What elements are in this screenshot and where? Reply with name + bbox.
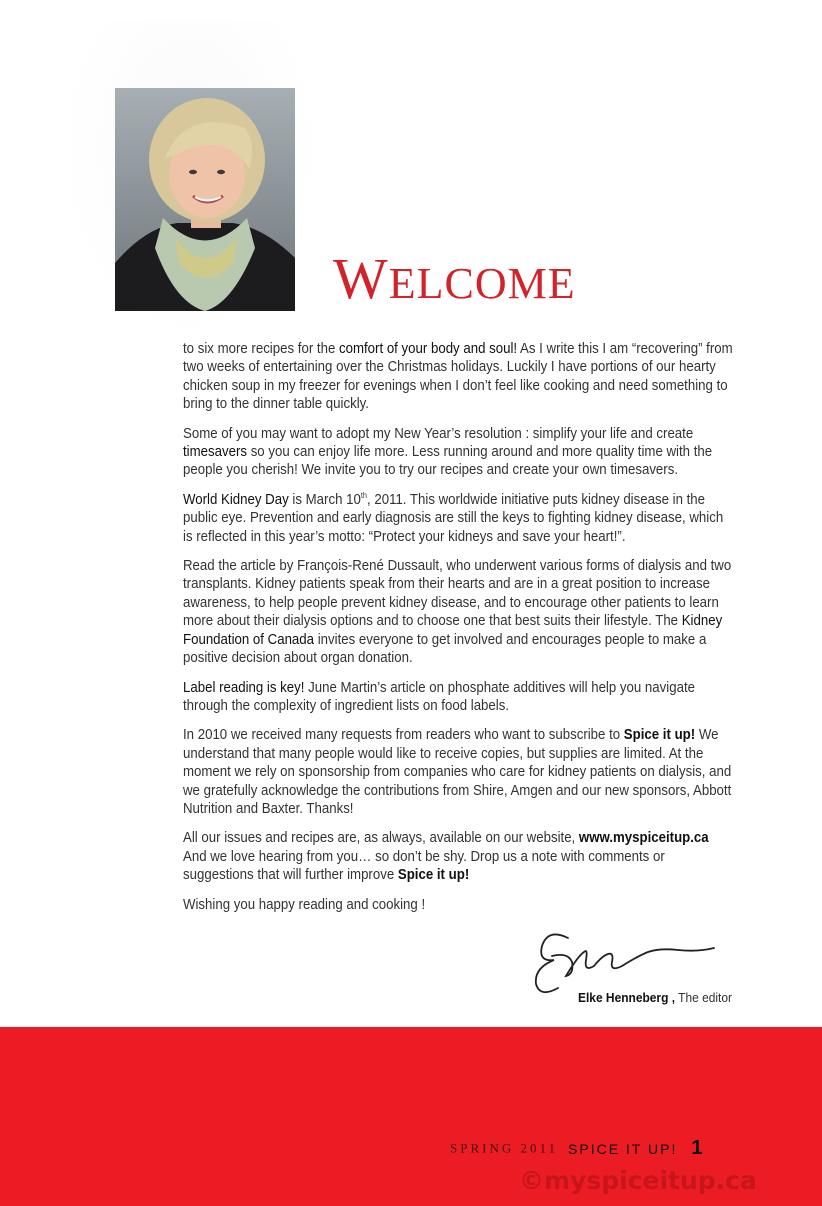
highlight-comfort: comfort of your body and soul! <box>338 341 518 357</box>
handwritten-signature <box>528 926 718 998</box>
highlight-timesavers: timesavers <box>183 444 248 461</box>
text-span: , 2011. This worldwide initiative puts kidney disease in the public eye. Prevention and early diagnosis are still the keys to fighting kidney disease, which is reflected in this year’s motto: “Protect your kidneys and save your heart!”. <box>183 491 724 545</box>
text-span: In 2010 we received many requests from readers who want to subscribe to <box>183 727 624 744</box>
letter-paragraph-1 <box>183 340 735 414</box>
text-span: As I write this I am “recovering” from two weeks of entertaining over the Christmas holidays. Luckily I have portions of our hearty chicken soup in my freezer for evenings when I don’t feel like cooking and need something to bring to the dinner table quickly. <box>183 341 733 413</box>
letter-paragraph-4 <box>183 557 735 667</box>
editor-role: The editor <box>675 990 733 1005</box>
text-span: is March 10 <box>288 491 361 508</box>
page-number: 1 <box>691 1137 703 1159</box>
welcome-title-rest: ELCOME <box>388 259 576 308</box>
letter-paragraph-3 <box>183 491 735 546</box>
text-span: so you can enjoy life more. Less running around and more quality time with the people you cherish! We invite you to try our recipes and create your own timesavers. <box>183 444 713 479</box>
highlight-label-reading: Label reading is key! <box>183 679 305 696</box>
highlight-world-kidney-day: World Kidney Day <box>183 491 289 508</box>
footer-folio <box>450 1137 702 1160</box>
editor-portrait <box>115 88 295 311</box>
text-span: June Martin’s article on phosphate additives will help you navigate through the complexity of ingredient lists on food labels. <box>183 679 695 714</box>
copyright-watermark: ©myspiceitup.ca <box>519 1166 757 1195</box>
website-link[interactable]: www.myspiceitup.ca <box>578 830 709 847</box>
signature-caption <box>578 990 732 1005</box>
signature-drawing <box>528 926 718 998</box>
superscript: th <box>360 491 367 501</box>
editor-name: Elke Henneberg , <box>578 990 676 1005</box>
text-span: Read the article by François-René Dussault, who underwent various forms of dialysis and two transplants. Kidney patients speak from their hearts and are in a great position to increase awareness, to help people prevent kidney disease, and to encourage other patients to learn more about their dialysis options and to choose one that best suits their lifestyle. The <box>183 558 732 630</box>
welcome-title <box>333 246 576 311</box>
welcome-title-initial: W <box>333 246 389 311</box>
text-span: And we love hearing from you… so don’t be shy. Drop us a note with comments or suggestions that will further improve <box>183 848 665 884</box>
highlight-kidney-foundation: Kidney Foundation of Canada <box>183 613 723 648</box>
text-span: Some of you may want to adopt my New Year’s resolution : simplify your life and create <box>183 425 694 442</box>
letter-paragraph-8 <box>183 896 735 914</box>
letter-paragraph-5 <box>183 679 735 716</box>
text-span: All our issues and recipes are, as always, available on our website, <box>183 830 579 847</box>
magazine-title: SPICE IT UP! <box>568 1140 678 1157</box>
letter-paragraph-7 <box>183 829 735 884</box>
text-span: Wishing you happy reading and cooking ! <box>183 896 426 913</box>
letter-paragraph-6 <box>183 726 735 818</box>
magazine-name: Spice it up! <box>397 867 470 884</box>
text-span: invites everyone to get involved and encourages people to make a positive decision about organ donation. <box>183 631 707 667</box>
text-span: We understand that many people would like to receive copies, but supplies are limited. At the moment we rely on sponsorship from companies who care for kidney patients on dialysis, and we gratefully acknowledge the contributions from Shire, Amgen and our new sponsors, Abbott Nutrition and Baxter. Thanks! <box>183 727 732 817</box>
issue-season: SPRING 2011 <box>450 1140 559 1156</box>
magazine-name: Spice it up! <box>623 727 696 744</box>
portrait-illustration <box>115 88 295 311</box>
text-span: to six more recipes for the <box>183 341 339 357</box>
letter-paragraph-2 <box>183 425 735 480</box>
editor-letter <box>183 340 735 925</box>
